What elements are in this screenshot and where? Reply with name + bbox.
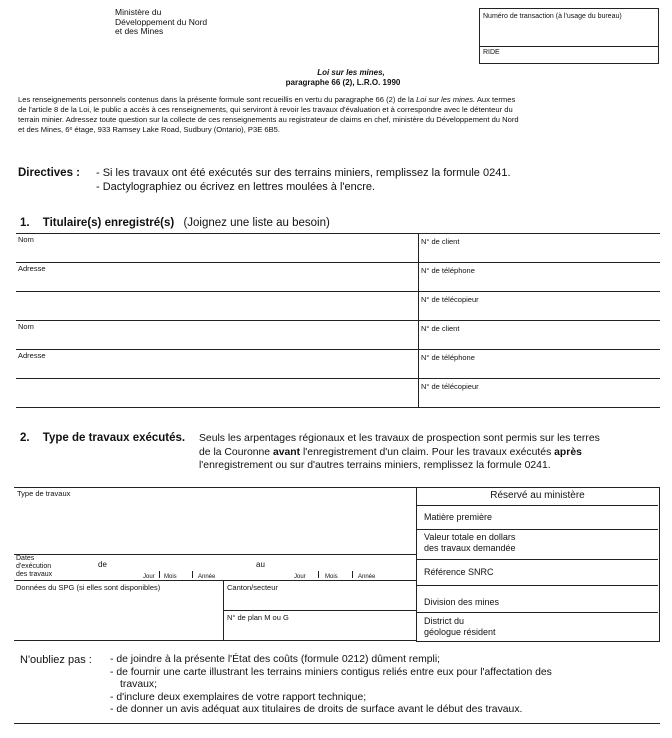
- privacy-notice: [18, 95, 663, 135]
- privacy-line-1c: Aux termes: [475, 95, 516, 104]
- bottom-rule: [14, 723, 660, 724]
- annee-label-1: Année: [198, 574, 216, 580]
- mois-label-1: Mois: [164, 574, 177, 580]
- nom-label-2: Nom: [18, 322, 34, 331]
- adresse-field-1[interactable]: [16, 262, 418, 318]
- directives-list: [96, 166, 511, 194]
- reserve-district: [424, 616, 496, 638]
- reminder-item-4: - de donner un avis adéquat aux titulaires de droits de surface avant le début des travaux.: [110, 704, 523, 716]
- law-line-2: paragraphe 66 (2), L.R.O. 1990: [285, 78, 401, 87]
- client-label-1: N° de client: [421, 237, 460, 246]
- client-field-1[interactable]: [419, 233, 660, 261]
- reminder-item-2a: - de fournir une carte illustrant les terrains miniers contigus reliés entre eux pour l'affectation des: [110, 666, 552, 678]
- telecopieur-label-1: N° de télécopieur: [421, 295, 479, 304]
- transaction-box: [479, 8, 659, 64]
- date-fin-field[interactable]: [230, 555, 415, 577]
- law-line-1: Loi sur les mines,: [317, 68, 385, 77]
- section2-desc-2d: après: [554, 446, 582, 458]
- type-travaux-label: Type de travaux: [17, 489, 71, 498]
- directive-item-1: - Si les travaux ont été exécutés sur des terrains miniers, remplissez la formule 0241.: [96, 167, 511, 179]
- jour-label-2: Jour: [294, 574, 306, 580]
- reserve-division: Division des mines: [424, 597, 500, 607]
- privacy-line-3: terrain minier. Adressez toute question sur la collecte de ces renseignements au registrateur de claims en chef, ministère du Développement du Nord: [18, 115, 519, 124]
- type-travaux-field[interactable]: [14, 487, 416, 553]
- section2-desc-2b: avant: [272, 446, 301, 458]
- section1-number: 1.: [20, 217, 30, 229]
- mois-label-2: Mois: [325, 574, 338, 580]
- section2-desc-3: l'enregistrement ou sur d'autres terrains miniers, remplissez la formule 0241.: [199, 460, 551, 471]
- reserve-header: Réservé au ministère: [490, 490, 585, 501]
- telephone-label-2: N° de téléphone: [421, 353, 475, 362]
- section1-note: (Joignez une liste au besoin): [183, 217, 330, 229]
- section1-heading: [20, 216, 330, 230]
- ride-label: RIDE: [483, 49, 500, 56]
- adresse-label-2: Adresse: [18, 351, 46, 360]
- ministry-name: [115, 8, 207, 37]
- adresse-label-1: Adresse: [18, 264, 46, 273]
- dates-line-3: des travaux: [16, 571, 53, 578]
- reserve-valeur-1: Valeur totale en dollars: [424, 532, 516, 542]
- reserve-snrc: Référence SNRC: [424, 567, 494, 577]
- law-reference: [296, 68, 406, 77]
- reserve-district-1: District du: [424, 616, 465, 626]
- spg-label: Données du SPG (si elles sont disponibles): [16, 583, 161, 592]
- nom-field-2[interactable]: [16, 320, 418, 348]
- au-label: au: [256, 560, 265, 569]
- reserve-valeur-2: des travaux demandée: [424, 543, 516, 553]
- nom-label-1: Nom: [18, 235, 34, 244]
- ministry-line-3: et des Mines: [115, 26, 164, 36]
- client-field-2[interactable]: [419, 320, 660, 348]
- section2-desc-2c: l'enregistrement d'un claim. Pour les travaux exécutés: [300, 446, 555, 458]
- plan-field[interactable]: [224, 610, 416, 639]
- de-label: de: [98, 560, 107, 569]
- reminders-list: [110, 654, 552, 717]
- reminder-item-1: - de joindre à la présente l'État des coûts (formule 0212) dûment rempli;: [110, 654, 441, 665]
- reminders-label: N'oubliez pas :: [20, 654, 92, 666]
- telecopieur-field-2[interactable]: [419, 378, 660, 406]
- reminder-item-2b: travaux;: [120, 679, 157, 691]
- transaction-field[interactable]: [480, 21, 658, 45]
- directives-label: Directives :: [18, 167, 81, 179]
- jour-label-1: Jour: [143, 574, 155, 580]
- section2-desc-2a: de la Couronne: [199, 446, 273, 458]
- client-label-2: N° de client: [421, 324, 460, 333]
- privacy-line-4: et des Mines, 6ᵉ étage, 933 Ramsey Lake Road, Sudbury (Ontario), P3E 6B5.: [18, 125, 280, 134]
- directive-item-2: - Dactylographiez ou écrivez en lettres moulées à l'encre.: [96, 181, 376, 193]
- section2-desc-1: Seuls les arpentages régionaux et les travaux de prospection sont permis sur les terres: [199, 433, 600, 444]
- transaction-label: Numéro de transaction (à l'usage du bureau): [483, 13, 622, 20]
- reminder-item-3: - d'inclure deux exemplaires de votre rapport technique;: [110, 691, 367, 703]
- privacy-line-2: de l'article 8 de la Loi, le public a accès à ces renseignements, qui serviront à revoir les travaux d'évaluation et à correspondre avec le détenteur du: [18, 105, 513, 114]
- canton-label: Canton/secteur: [227, 583, 278, 592]
- annee-label-2: Année: [358, 574, 376, 580]
- spg-field[interactable]: [14, 580, 223, 640]
- section2-heading: [20, 431, 185, 445]
- privacy-line-1a: Les renseignements personnels contenus dans la présente formule sont recueillis en vertu du paragraphe 66 (2) de la: [18, 95, 417, 104]
- ministry-line-1: Ministère du: [115, 7, 162, 17]
- reserve-valeur: [424, 532, 516, 554]
- telecopieur-label-2: N° de télécopieur: [421, 382, 479, 391]
- reserve-district-2: géologue résident: [424, 627, 496, 637]
- telephone-label-1: N° de téléphone: [421, 266, 475, 275]
- section1-title: Titulaire(s) enregistré(s): [42, 217, 175, 229]
- reserve-box: [416, 487, 660, 642]
- nom-field-1[interactable]: [16, 233, 418, 261]
- plan-label: N° de plan M ou G: [227, 613, 289, 622]
- section2-number: 2.: [20, 432, 30, 444]
- ministry-line-2: Développement du Nord: [115, 16, 208, 27]
- law-paragraph: [258, 78, 428, 87]
- telephone-field-1[interactable]: [419, 262, 660, 290]
- telephone-field-2[interactable]: [419, 349, 660, 377]
- canton-field[interactable]: [224, 580, 416, 609]
- dates-line-2: d'exécution: [16, 563, 52, 570]
- reserve-matiere: Matière première: [424, 512, 493, 522]
- dates-label: [16, 555, 52, 579]
- dates-line-1: Dates: [16, 555, 35, 562]
- privacy-line-1b: Loi sur les mines.: [416, 95, 476, 104]
- section2-title: Type de travaux exécutés.: [42, 432, 186, 444]
- telecopieur-field-1[interactable]: [419, 291, 660, 319]
- section2-description: [199, 432, 600, 473]
